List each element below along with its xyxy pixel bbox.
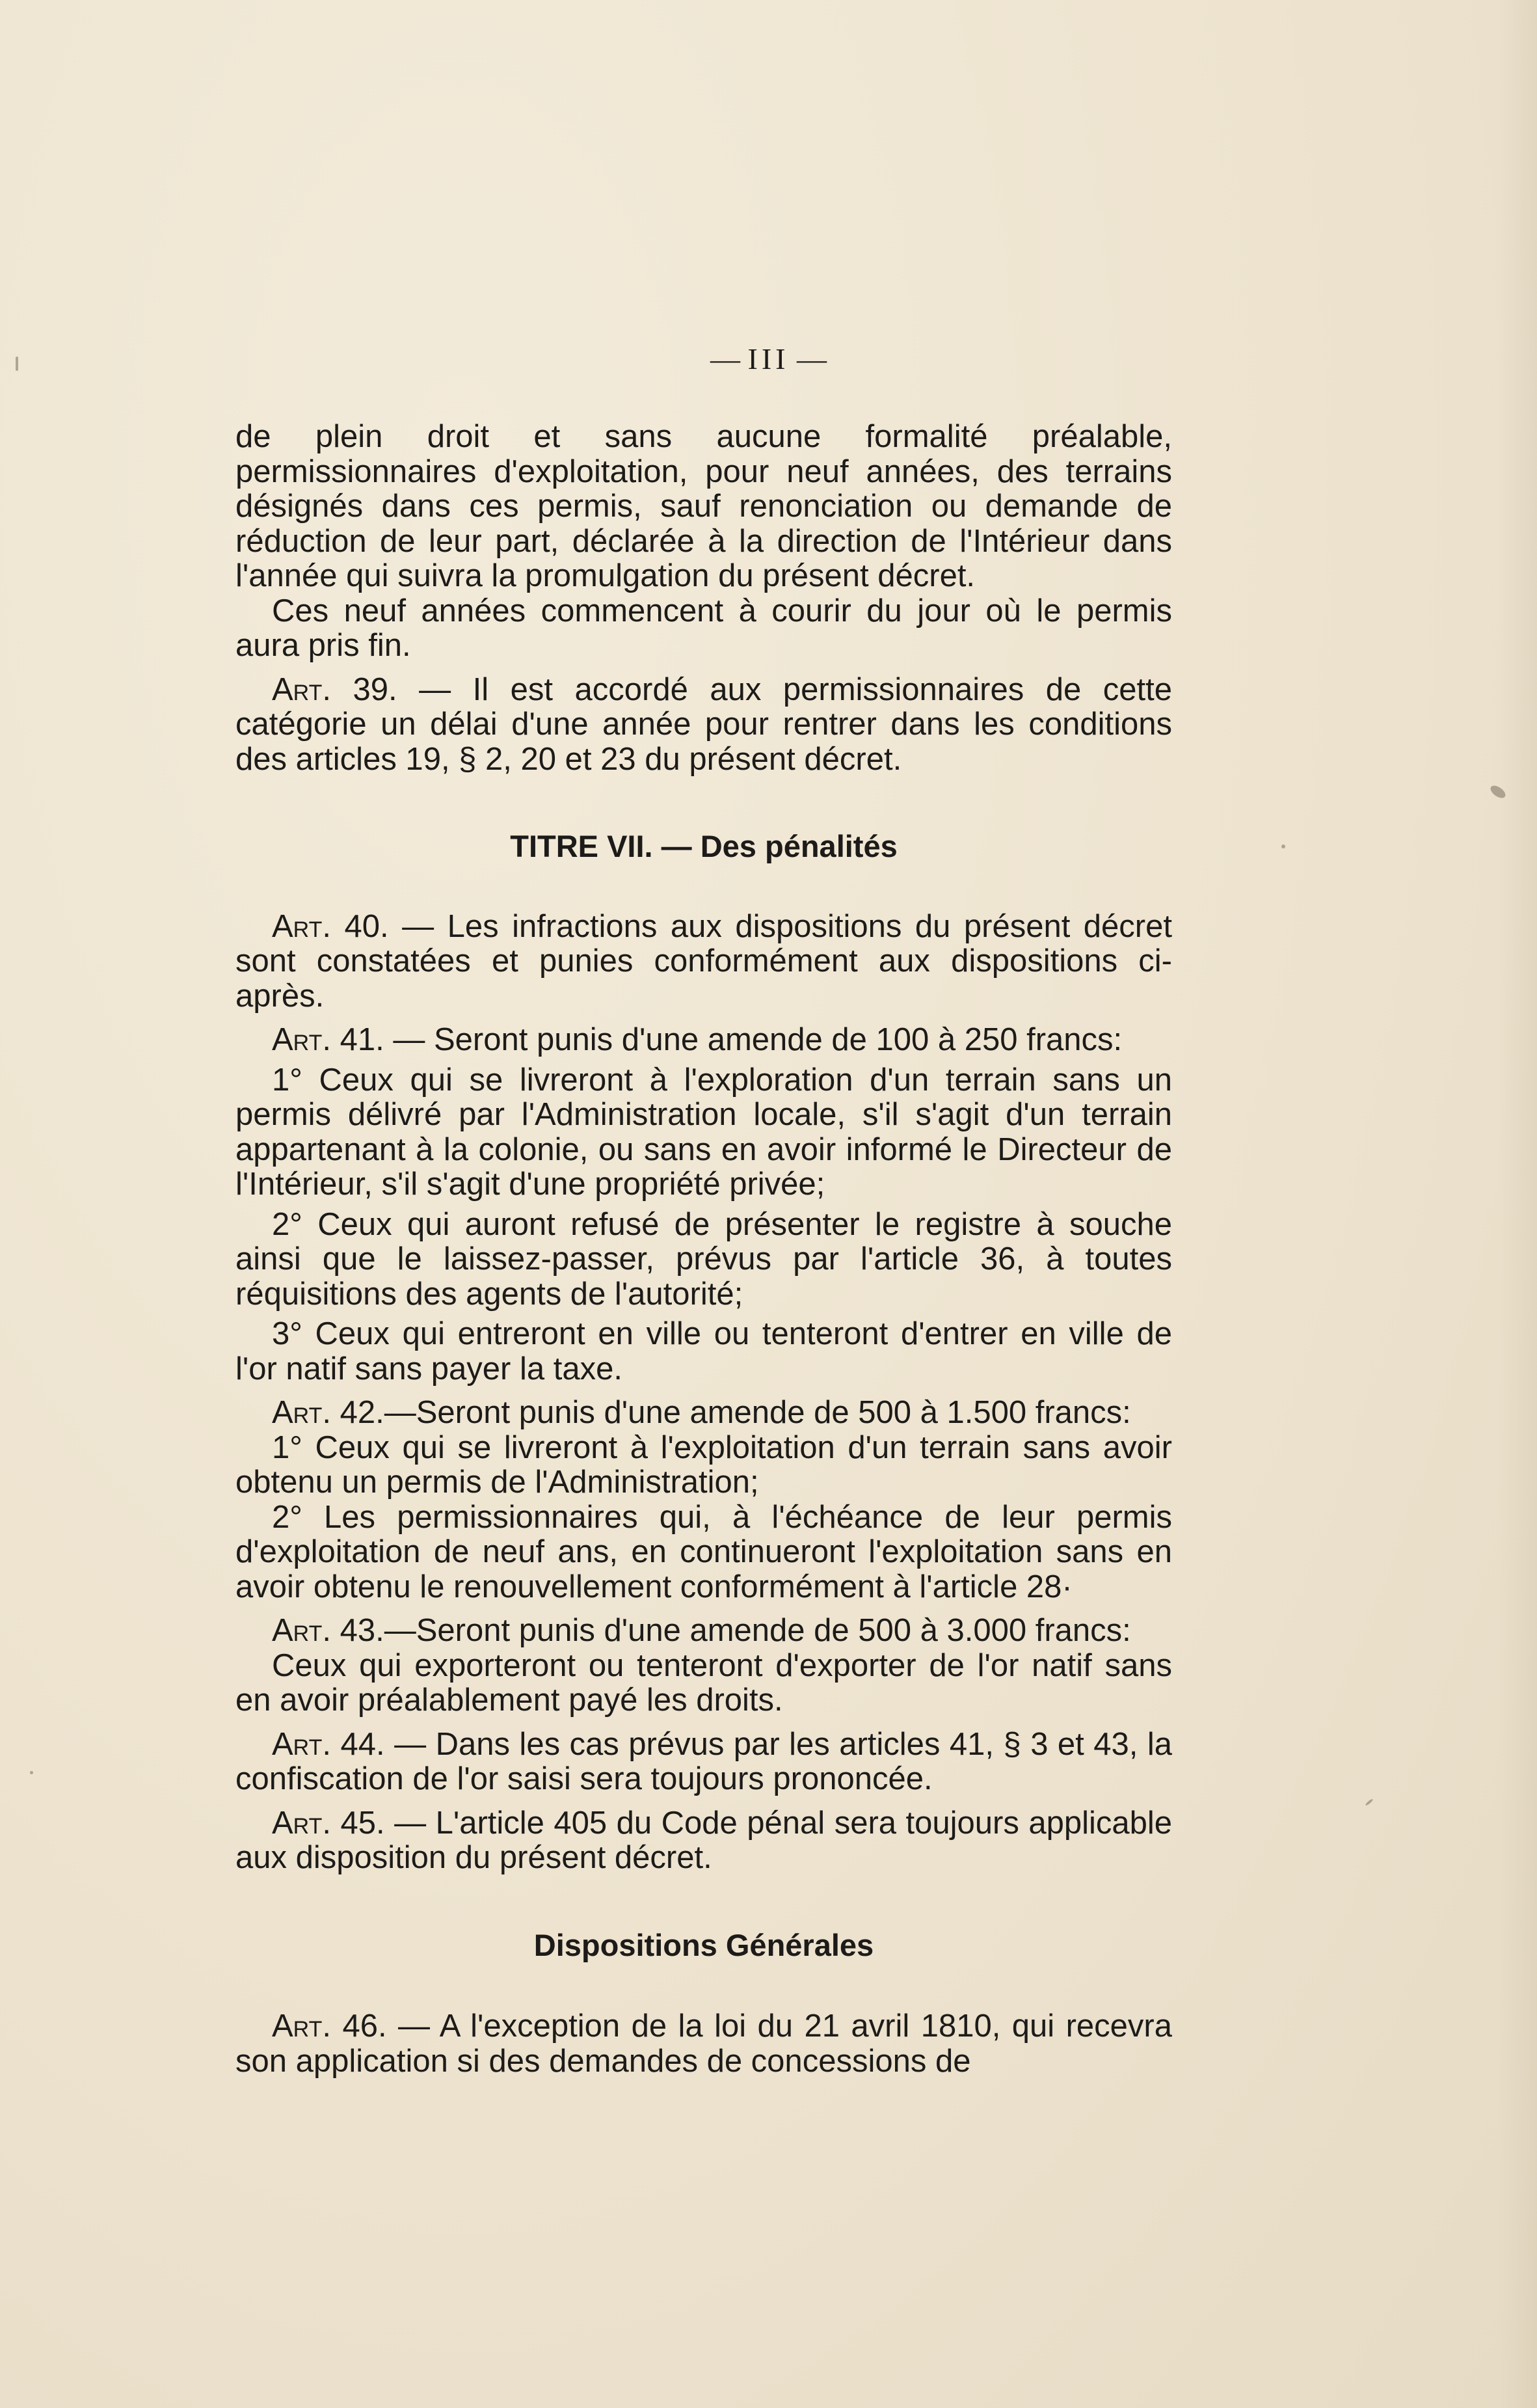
- ink-tick: [1365, 1798, 1373, 1806]
- body-text: [235, 420, 1172, 2079]
- article-39: [235, 673, 1172, 778]
- article-42: [235, 1396, 1172, 1431]
- page-number: — III —: [710, 342, 827, 375]
- section-heading-dispositions: Dispositions Générales: [533, 1927, 874, 1962]
- article-45: [235, 1806, 1172, 1876]
- article-41-item-3: 3° Ceux qui entreront en ville ou tenteront d'entrer en ville de l'or natif sans payer la taxe.: [235, 1316, 1172, 1387]
- ink-dot: [30, 1771, 33, 1774]
- article-46: [235, 2009, 1172, 2079]
- ink-dot: [1281, 845, 1285, 848]
- article-text: — L'article 405 du Code pénal sera toujours applicable aux disposition du présent décret.: [235, 1805, 1172, 1875]
- article-label: Art. 43.: [272, 1613, 384, 1648]
- section-heading-titre-vii: TITRE VII. — Des pénalités: [510, 829, 898, 863]
- article-text: —Seront punis d'une amende de 500 à 3.000 francs:: [384, 1613, 1131, 1648]
- article-42-item-2: 2° Les permissionnaires qui, à l'échéance de leur permis d'exploitation de neuf ans, en continueront l'exploitation sans en avoir obtenu le renouvellement conformément à l'article 28·: [235, 1499, 1172, 1604]
- paragraph-neuf-annees: Ces neuf années commencent à courir du jour où le permis aura pris fin.: [235, 593, 1172, 663]
- page-number-text: III: [747, 342, 790, 375]
- article-label: Art. 44.: [272, 1726, 385, 1762]
- article-43: [235, 1614, 1172, 1649]
- article-41-item-2: 2° Ceux qui auront refusé de présenter le registre à souche ainsi que le laissez-passer, prévus par l'article 36, à toutes réquisitions des agents de l'autorité;: [235, 1206, 1172, 1312]
- article-label: Art. 40.: [272, 908, 389, 944]
- article-41-item-1: 1° Ceux qui se livreront à l'exploration d'un terrain sans un permis délivré par l'Administration locale, s'il s'agit d'un terrain appartenant à la colonie, ou sans en avoir informé le Directeur de l'Intérieur, s'il s'agit d'une propriété privée;: [235, 1062, 1172, 1202]
- margin-mark: [16, 357, 18, 371]
- article-label: Art. 39.: [272, 671, 397, 707]
- article-label: Art. 45.: [272, 1805, 385, 1841]
- article-44: [235, 1727, 1172, 1797]
- article-40: [235, 910, 1172, 1014]
- article-text: —Seront punis d'une amende de 500 à 1.500 francs:: [384, 1395, 1131, 1430]
- article-43-item-1: Ceux qui exporteront ou tenteront d'exporter de l'or natif sans en avoir préalablement payé les droits.: [235, 1647, 1172, 1718]
- article-41: [235, 1023, 1172, 1058]
- article-text: — Seront punis d'une amende de 100 à 250 francs:: [393, 1022, 1123, 1057]
- article-label: Art. 46.: [272, 2009, 387, 2044]
- paragraph-continuation: de plein droit et sans aucune formalité préalable, permissionnaires d'exploitation, pour neuf années, des terrains désignés dans ces permis, sauf renonciation ou demande de réduction de leur part, déclarée à la direction de l'Intérieur dans l'année qui suivra la promulgation du présent décret.: [235, 419, 1172, 593]
- article-text: — Dans les cas prévus par les articles 41, § 3 et 43, la confiscation de l'or saisi sera toujours prononcée.: [235, 1726, 1172, 1796]
- article-text: — Les infractions aux dispositions du présent décret sont constatées et punies conformément aux dispositions ci-après.: [235, 908, 1172, 1014]
- article-text: — A l'exception de la loi du 21 avril 1810, qui recevra son application si des demandes de concessions de: [235, 2009, 1172, 2079]
- article-label: Art. 41.: [272, 1022, 384, 1057]
- article-text: — Il est accordé aux permissionnaires de cette catégorie un délai d'une année pour rentrer dans les conditions des articles 19, § 2, 20 et 23 du présent décret.: [235, 671, 1172, 777]
- article-42-item-1: 1° Ceux qui se livreront à l'exploitation d'un terrain sans avoir obtenu un permis de l'Administration;: [235, 1429, 1172, 1500]
- article-label: Art. 42.: [272, 1395, 384, 1430]
